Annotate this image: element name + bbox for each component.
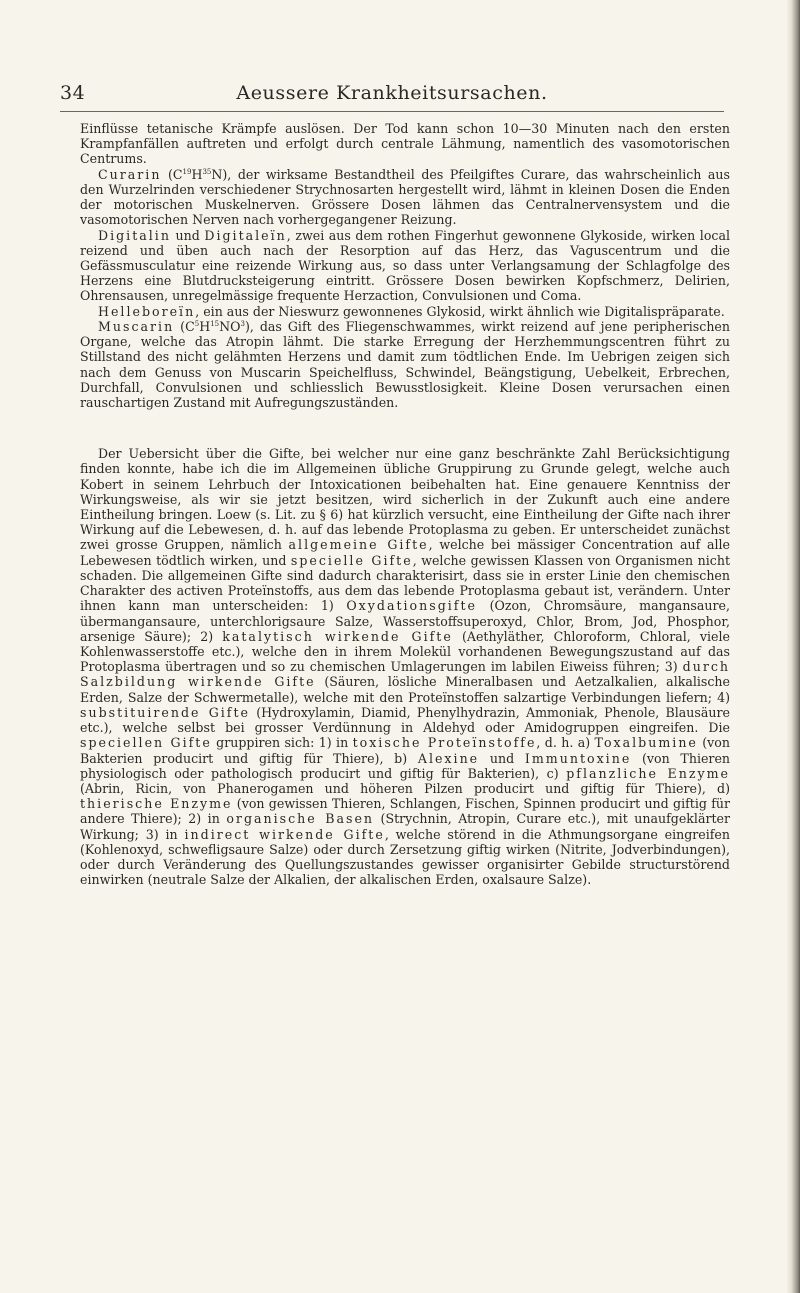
term-oxydationsgifte: Oxydationsgifte: [346, 598, 477, 614]
paragraph-text: , zwei aus dem rothen Fingerhut gewonnene Glykoside, wirken local reizend und üben auch nach der Resorption auf das Herz, das Vaguscentrum und die Gefässmusculatur eine reizende Wirkung aus, so dass unter Verlangsamung der Schlagfolge des Herzens eine Blutdrucksteigerung eintritt. Grössere Dosen bewirken Kopfschmerz, Delirien, Ohrensausen, unregelmässige frequente Herzaction, Convulsionen und Coma.: [80, 227, 730, 304]
paragraph-text: (von Bakterien producirt und giftig für Thiere), b): [80, 735, 730, 766]
paragraph-text: , welche bei mässiger Concentration auf alle Lebewesen tödtlich wirken, und: [80, 537, 730, 568]
paragraph-text: (von gewissen Thieren, Schlangen, Fischen, Spinnen producirt und giftig für andere Thiere); 2) in: [80, 796, 730, 827]
page-number: 34: [60, 82, 86, 104]
header-rule: [60, 111, 724, 112]
page-body: [80, 121, 730, 888]
term-indirect-wirkende-gifte: indirect wirkende Gifte: [184, 826, 385, 842]
paragraph-text: , welche gewissen Klassen von Organismen nicht schaden. Die allgemeinen Gifte sind dadurch charakterisirt, dass sie in erster Linie den chemischen Charakter des activen Proteïnstoffs, aus dem das lebende Protoplasma gebaut ist, verändern. Unter ihnen kann man unterscheiden: 1): [80, 552, 731, 614]
paragraph-text: Einflüsse tetanische Krämpfe auslösen. Der Tod kann schon 10—30 Minuten nach den ersten Krampfanfällen auftreten und erfolgt durch centrale Lähmung, namentlich des vasomotorischen Centrums.: [80, 121, 730, 167]
page-edge-shadow: [786, 0, 800, 1293]
term-substituirende-gifte: substituirende Gifte: [80, 704, 250, 720]
term-muscarin: Muscarin: [98, 318, 175, 334]
paragraph-text: (Abrin, Ricin, von Phanerogamen und höheren Pilzen producirt und giftig für Thiere), d): [80, 780, 730, 796]
formula-subscript: 35: [202, 167, 212, 176]
paragraph-text: , welche störend in die Athmungsorgane eingreifen (Kohlenoxyd, schwefligsaure Salze) oder durch Zersetzung giftig wirken (Nitrite, Jodverbindungen), oder durch Veränderung des Quellungszustandes gewisser organisirter Gebilde structurstörend einwirken (neutrale Salze der Alkalien, der alkalischen Erden, oxalsaure Salze).: [80, 826, 730, 888]
paragraph-helleborein: [80, 304, 730, 319]
running-head: Aeussere Krankheitsursachen.: [236, 82, 548, 104]
formula-subscript: 19: [182, 167, 192, 176]
formula-subscript: 15: [210, 319, 220, 328]
paragraph-text: und: [479, 750, 525, 766]
formula-part: N): [211, 166, 228, 182]
term-speciellen-gifte: speciellen Gifte: [80, 735, 212, 751]
term-toxalbumine: Toxalbumine: [594, 735, 698, 751]
paragraph-muscarin: [80, 319, 730, 410]
paragraph-text: gruppiren sich: 1) in: [211, 735, 353, 751]
term-immuntoxine: Immuntoxine: [524, 750, 632, 766]
formula-part: NO: [219, 318, 241, 334]
term-allgemeine-gifte: allgemeine Gifte: [288, 537, 429, 553]
formula-subscript: 5: [194, 319, 200, 328]
term-digitalin: Digitalin: [98, 227, 171, 243]
paragraph-text: (Strychnin, Atropin, Curare etc.), mit unaufgeklärter Wirkung; 3) in: [80, 811, 731, 842]
term-thierische-enzyme: thierische Enzyme: [80, 796, 233, 812]
term-pflanzliche-enzyme: pflanzliche Enzyme: [566, 765, 730, 781]
paragraph-text: , das Gift des Fliegenschwammes, wirkt reizend auf jene peripherischen Organe, welche das Atropin lähmt. Die starke Erregung der Herzhemmungscentren führt zu Stillstand des nicht gelähmten Herzens und damit zum tödtlichen Ende. Im Uebrigen zeigen sich nach dem Genuss von Muscarin Speichelfluss, Schwindel, Beängstigung, Uebelkeit, Erbrechen, Durchfall, Convulsionen und schliesslich Bewusstlosigkeit. Kleine Dosen verursachen einen rauschartigen Zustand mit Aufregungszuständen.: [80, 318, 730, 410]
paragraph-text: (Hydroxylamin, Diamid, Phenylhydrazin, Ammoniak, Phenole, Blausäure etc.), welche selbst bei grosser Verdünnung in Aldehyd oder Amidogruppen eingreifen. Die: [80, 704, 730, 736]
term-curarin: Curarin: [98, 166, 162, 182]
term-organische-basen: organische Basen: [226, 811, 375, 827]
paragraph-text: (von Thieren physiologisch oder pathologisch producirt und giftig für Bakterien), c): [80, 750, 731, 781]
formula-part: H: [199, 318, 211, 334]
term-alexine: Alexine: [417, 750, 480, 766]
paragraph-text: , d. h. a): [536, 735, 595, 751]
paragraph-text: (Ozon, Chromsäure, mangansaure, übermangansaure, unterchlorigsaure Salze, Wasserstoffsuperoxyd, Chlor, Brom, Jod, Phosphor, arsenige Säure); 2): [80, 598, 730, 644]
paragraph-text: , ein aus der Nieswurz gewonnenes Glykosid, wirkt ähnlich wie Digitalispräparate.: [195, 303, 725, 319]
formula-part: (C: [174, 318, 195, 334]
formula-subscript: 3: [240, 319, 245, 328]
paragraph-digitalin: [80, 228, 730, 304]
term-toxische-proteinstoffe: toxische Proteïnstoffe: [352, 735, 537, 751]
paragraph-text: Der Uebersicht über die Gifte, bei welcher nur eine ganz beschränkte Zahl Berücksichtigung finden konnte, habe ich die im Allgemeinen übliche Gruppirung zu Grunde gelegt, welche auch Kobert in seinem Lehrbuch der Intoxicationen beibehalten hat. Eine genauere Kenntniss der Wirkungsweise, als wir sie jetzt besitzen, wird sicherlich in der Zukunft auch eine andere Eintheilung bringen. Loew (s. Lit. zu § 6) hat kürzlich versucht, eine Eintheilung der Gifte nach ihrer Wirkung auf die Lebewesen, d. h. auf das lebende Protoplasma zu geben. Er unterscheidet zunächst zwei grosse Gruppen, nämlich: [80, 446, 730, 553]
paragraph-classification: [80, 446, 730, 887]
term-salzbildung-gifte: durch Salzbildung wirkende Gifte: [80, 659, 730, 690]
term-helleborein: Helleboreïn: [98, 303, 196, 319]
paragraph-curarin: [80, 167, 730, 228]
paragraph-intro: [80, 121, 730, 167]
paragraph-text: (Aethyläther, Chloroform, Chloral, viele Kohlenwasserstoffe etc.), welche den in ihrem Molekül vorhandenen Bewegungszustand auf das Protoplasma übertragen und so zu chemischen Umlagerungen im labilen Eiweiss führen; 3): [80, 628, 730, 675]
page-header: [60, 82, 724, 110]
term-katalytisch-wirkende-gifte: katalytisch wirkende Gifte: [222, 628, 453, 644]
formula-part: ): [244, 318, 250, 334]
paragraph-text: und: [170, 227, 205, 243]
term-digitalein: Digitaleïn: [204, 227, 287, 243]
formula-part: (C: [167, 166, 183, 182]
term-specielle-gifte: specielle Gifte: [290, 552, 413, 568]
paragraph-text: , der wirksame Bestandtheil des Pfeilgiftes Curare, das wahrscheinlich aus den Wurzelrinden verschiedener Strychnosarten hergestellt wird, lähmt in kleinen Dosen die Enden der motorischen Muskelnerven. Grössere Dosen lähmen das Centralnervensystem und die vasomotorischen Nerven nach vorhergegangener Reizung.: [80, 166, 730, 228]
paragraph-text: (Säuren, lösliche Mineralbasen und Aetzalkalien, alkalische Erden, Salze der Schwermetalle), welche mit den Proteïnstoffen salzartige Verbindungen liefern; 4): [80, 674, 730, 705]
formula-part: H: [191, 166, 203, 182]
